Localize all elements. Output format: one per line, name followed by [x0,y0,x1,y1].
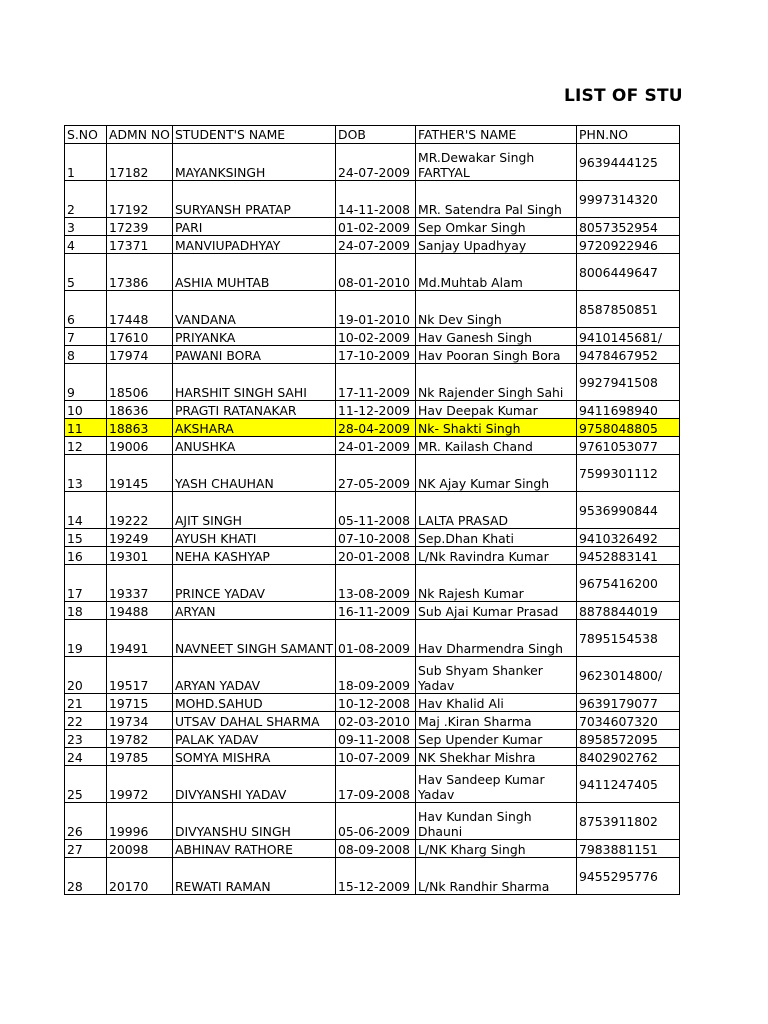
cell-dob: 09-11-2008 [336,730,416,748]
cell-dob: 07-10-2008 [336,529,416,547]
cell-student-name: ARYAN YADAV [172,657,335,694]
cell-student-name: ANUSHKA [172,437,335,455]
cell-admn-no: 19715 [107,694,173,712]
cell-sno: 19 [65,620,107,657]
cell-sno: 3 [65,218,107,236]
table-row [65,401,680,419]
cell-phone: 9720922946 [577,236,680,254]
cell-student-name: ABHINAV RATHORE [172,840,335,858]
table-row [65,254,680,291]
table-row [65,712,680,730]
cell-dob: 28-04-2009 [336,419,416,437]
cell-student-name: PALAK YADAV [172,730,335,748]
cell-dob: 08-01-2010 [336,254,416,291]
header-admn-no: ADMN NO [107,126,173,144]
cell-admn-no: 19782 [107,730,173,748]
table-row [65,328,680,346]
cell-sno: 21 [65,694,107,712]
table-row [65,620,680,657]
cell-phone: 9639444125 [577,144,680,181]
cell-student-name: AJIT SINGH [172,492,335,529]
cell-sno: 25 [65,766,107,803]
cell-father-name: Sep Upender Kumar [416,730,577,748]
cell-father-name: Hav Kundan Singh Dhauni [416,803,577,840]
cell-student-name: DIVYANSHI YADAV [172,766,335,803]
cell-father-name: Hav Dharmendra Singh [416,620,577,657]
cell-dob: 10-07-2009 [336,748,416,766]
cell-admn-no: 19006 [107,437,173,455]
cell-dob: 19-01-2010 [336,291,416,328]
cell-father-name: Sub Ajai Kumar Prasad [416,602,577,620]
cell-dob: 01-02-2009 [336,218,416,236]
cell-phone: 9410145681/ [577,328,680,346]
table-row [65,364,680,401]
cell-sno: 7 [65,328,107,346]
cell-dob: 02-03-2010 [336,712,416,730]
cell-father-name: Sanjay Upadhyay [416,236,577,254]
table-row [65,547,680,565]
cell-sno: 22 [65,712,107,730]
cell-father-name: Hav Khalid Ali [416,694,577,712]
cell-sno: 16 [65,547,107,565]
cell-phone: 9639179077 [577,694,680,712]
table-row [65,437,680,455]
table-row [65,181,680,218]
cell-father-name: Hav Deepak Kumar [416,401,577,419]
cell-admn-no: 19517 [107,657,173,694]
cell-sno: 9 [65,364,107,401]
cell-student-name: PRAGTI RATANAKAR [172,401,335,419]
cell-father-name: Nk Dev Singh [416,291,577,328]
cell-phone: 7034607320 [577,712,680,730]
cell-admn-no: 17974 [107,346,173,364]
cell-admn-no: 19301 [107,547,173,565]
table-row [65,694,680,712]
cell-phone: 8006449647 [577,254,680,291]
cell-father-name: NK Ajay Kumar Singh [416,455,577,492]
cell-admn-no: 19337 [107,565,173,602]
cell-phone: 9758048805 [577,419,680,437]
cell-student-name: MAYANKSINGH [172,144,335,181]
table-row [65,346,680,364]
cell-admn-no: 17386 [107,254,173,291]
cell-dob: 17-09-2008 [336,766,416,803]
cell-student-name: REWATI RAMAN [172,858,335,895]
table-row [65,602,680,620]
cell-admn-no: 17182 [107,144,173,181]
cell-admn-no: 19972 [107,766,173,803]
cell-admn-no: 19488 [107,602,173,620]
cell-phone: 9478467952 [577,346,680,364]
cell-dob: 10-02-2009 [336,328,416,346]
cell-phone: 9455295776 [577,858,680,895]
cell-father-name: NK Shekhar Mishra [416,748,577,766]
cell-sno: 11 [65,419,107,437]
cell-father-name: Sub Shyam Shanker Yadav [416,657,577,694]
cell-student-name: MANVIUPADHYAY [172,236,335,254]
cell-sno: 24 [65,748,107,766]
cell-dob: 24-07-2009 [336,144,416,181]
cell-phone: 9536990844 [577,492,680,529]
cell-admn-no: 19222 [107,492,173,529]
cell-father-name: Nk- Shakti Singh [416,419,577,437]
table-row [65,730,680,748]
cell-student-name: AKSHARA [172,419,335,437]
cell-sno: 27 [65,840,107,858]
cell-phone: 9452883141 [577,547,680,565]
table-row [65,291,680,328]
cell-phone: 9623014800/ [577,657,680,694]
cell-father-name: Sep.Dhan Khati [416,529,577,547]
cell-sno: 17 [65,565,107,602]
cell-sno: 14 [65,492,107,529]
cell-dob: 17-10-2009 [336,346,416,364]
cell-admn-no: 17448 [107,291,173,328]
cell-father-name: Hav Sandeep Kumar Yadav [416,766,577,803]
cell-dob: 15-12-2009 [336,858,416,895]
cell-phone: 7599301112 [577,455,680,492]
cell-student-name: PAWANI BORA [172,346,335,364]
cell-student-name: ASHIA MUHTAB [172,254,335,291]
table-row [65,565,680,602]
cell-father-name: LALTA PRASAD [416,492,577,529]
cell-dob: 24-07-2009 [336,236,416,254]
cell-sno: 20 [65,657,107,694]
cell-student-name: NEHA KASHYAP [172,547,335,565]
cell-student-name: SOMYA MISHRA [172,748,335,766]
cell-sno: 1 [65,144,107,181]
cell-sno: 18 [65,602,107,620]
cell-dob: 05-06-2009 [336,803,416,840]
cell-sno: 6 [65,291,107,328]
cell-student-name: HARSHIT SINGH SAHI [172,364,335,401]
cell-father-name: Nk Rajender Singh Sahi [416,364,577,401]
cell-sno: 8 [65,346,107,364]
cell-phone: 9410326492 [577,529,680,547]
cell-father-name: Maj .Kiran Sharma [416,712,577,730]
header-phone: PHN.NO [577,126,680,144]
cell-sno: 15 [65,529,107,547]
cell-phone: 8878844019 [577,602,680,620]
cell-admn-no: 17192 [107,181,173,218]
table-row [65,236,680,254]
cell-admn-no: 18863 [107,419,173,437]
cell-dob: 05-11-2008 [336,492,416,529]
cell-student-name: UTSAV DAHAL SHARMA [172,712,335,730]
cell-father-name: L/NK Kharg Singh [416,840,577,858]
table-row [65,529,680,547]
cell-father-name: MR.Dewakar Singh FARTYAL [416,144,577,181]
cell-sno: 23 [65,730,107,748]
cell-student-name: SURYANSH PRATAP [172,181,335,218]
cell-dob: 18-09-2009 [336,657,416,694]
cell-admn-no: 19785 [107,748,173,766]
cell-dob: 11-12-2009 [336,401,416,419]
header-row [65,126,680,144]
cell-sno: 12 [65,437,107,455]
table-row [65,218,680,236]
cell-dob: 27-05-2009 [336,455,416,492]
table-row [65,748,680,766]
cell-student-name: ARYAN [172,602,335,620]
cell-admn-no: 18636 [107,401,173,419]
cell-student-name: AYUSH KHATI [172,529,335,547]
cell-dob: 17-11-2009 [336,364,416,401]
cell-sno: 4 [65,236,107,254]
cell-dob: 08-09-2008 [336,840,416,858]
cell-phone: 8402902762 [577,748,680,766]
cell-father-name: Nk Rajesh Kumar [416,565,577,602]
cell-student-name: MOHD.SAHUD [172,694,335,712]
table-row [65,840,680,858]
table-row [65,455,680,492]
cell-student-name: PRIYANKA [172,328,335,346]
header-student-name: STUDENT'S NAME [172,126,335,144]
table-row [65,144,680,181]
cell-father-name: Hav Pooran Singh Bora [416,346,577,364]
cell-student-name: PRINCE YADAV [172,565,335,602]
header-sno: S.NO [65,126,107,144]
table-row [65,803,680,840]
cell-father-name: MR. Satendra Pal Singh [416,181,577,218]
cell-sno: 10 [65,401,107,419]
table-row [65,766,680,803]
cell-dob: 20-01-2008 [336,547,416,565]
cell-student-name: PARI [172,218,335,236]
cell-phone: 8057352954 [577,218,680,236]
cell-admn-no: 19249 [107,529,173,547]
cell-admn-no: 19734 [107,712,173,730]
cell-father-name: L/Nk Ravindra Kumar [416,547,577,565]
cell-phone: 7983881151 [577,840,680,858]
table-body [65,144,680,895]
cell-dob: 10-12-2008 [336,694,416,712]
cell-phone: 9675416200 [577,565,680,602]
cell-phone: 9411698940 [577,401,680,419]
cell-phone: 7895154538 [577,620,680,657]
cell-phone: 9927941508 [577,364,680,401]
cell-student-name: DIVYANSHU SINGH [172,803,335,840]
cell-father-name: L/Nk Randhir Sharma [416,858,577,895]
cell-dob: 24-01-2009 [336,437,416,455]
cell-father-name: MR. Kailash Chand [416,437,577,455]
cell-phone: 9997314320 [577,181,680,218]
cell-admn-no: 20170 [107,858,173,895]
cell-sno: 2 [65,181,107,218]
cell-admn-no: 19145 [107,455,173,492]
cell-admn-no: 19491 [107,620,173,657]
cell-phone: 8587850851 [577,291,680,328]
cell-father-name: Hav Ganesh Singh [416,328,577,346]
cell-dob: 01-08-2009 [336,620,416,657]
student-list-table [64,125,680,895]
table-row [65,858,680,895]
cell-sno: 28 [65,858,107,895]
cell-dob: 16-11-2009 [336,602,416,620]
table-row [65,492,680,529]
cell-phone: 8753911802 [577,803,680,840]
header-dob: DOB [336,126,416,144]
cell-dob: 14-11-2008 [336,181,416,218]
cell-admn-no: 17239 [107,218,173,236]
cell-admn-no: 17371 [107,236,173,254]
cell-sno: 5 [65,254,107,291]
cell-admn-no: 20098 [107,840,173,858]
header-father-name: FATHER'S NAME [416,126,577,144]
table-row [65,657,680,694]
cell-admn-no: 18506 [107,364,173,401]
cell-father-name: Sep Omkar Singh [416,218,577,236]
cell-student-name: YASH CHAUHAN [172,455,335,492]
cell-admn-no: 17610 [107,328,173,346]
cell-dob: 13-08-2009 [336,565,416,602]
cell-sno: 13 [65,455,107,492]
cell-student-name: VANDANA [172,291,335,328]
cell-student-name: NAVNEET SINGH SAMANT [172,620,335,657]
cell-admn-no: 19996 [107,803,173,840]
cell-phone: 9411247405 [577,766,680,803]
cell-phone: 9761053077 [577,437,680,455]
cell-sno: 26 [65,803,107,840]
cell-phone: 8958572095 [577,730,680,748]
cell-father-name: Md.Muhtab Alam [416,254,577,291]
table-row [65,419,680,437]
page-title: LIST OF STU [564,86,683,106]
